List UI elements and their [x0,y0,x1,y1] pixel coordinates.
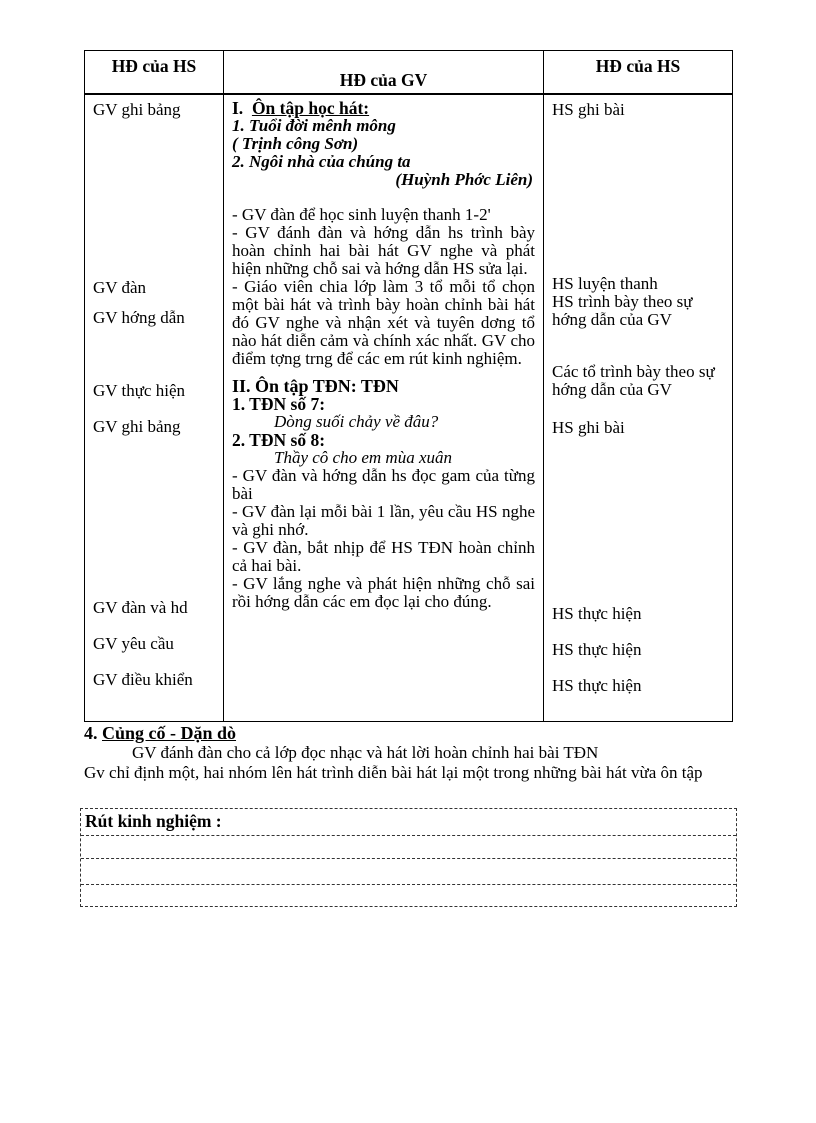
gv-action-item: GV điều khiển [93,670,193,689]
gv-action-item: GV yêu cầu [93,634,174,653]
section4-title: Củng cố - Dặn dò [102,723,237,743]
song1-title: 1. Tuổi đời mênh mông [232,116,396,135]
section2-heading: II. Ôn tập TĐN: TĐN [232,376,399,396]
notes-blank-row [81,885,736,906]
section4-line1: GV đánh đàn cho cả lớp đọc nhạc và hát lời hoàn chỉnh hai bài TĐN [132,743,599,762]
hs-action-item: HS ghi bài [552,100,625,119]
song1-author: ( Trịnh công Sơn) [232,134,359,153]
notes-header-row [81,809,736,836]
tdn7-label: 1. TĐN số 7: [232,394,326,414]
section1-title: Ôn tập học hát: [251,98,370,118]
header-hd-cua-hs-left: HĐ của HS [85,51,224,93]
para-luyen-thanh: - GV đàn để học sinh luyện thanh 1-2' [232,205,491,224]
section4-heading [84,723,742,743]
table-body-row [85,95,732,721]
hs-action-item: HS ghi bài [552,418,625,437]
tdn8-label: 2. TĐN số 8: [232,430,326,450]
header-hd-cua-gv-label: HĐ của GV [339,70,428,90]
notes-label: Rút kinh nghiệm : [85,811,222,831]
gv-action-item: GV ghi bảng [93,417,181,436]
section1-heading [232,99,535,117]
header-hd-cua-hs-right: HĐ của HS [595,56,681,76]
para-dan-lai: - GV đàn lại mỗi bài 1 lần, yêu cầu HS nghe và ghi nhớ. [232,502,535,539]
header-hd-cua-gv [224,51,544,93]
para-doc-gam: - GV đàn và hớng dẫn hs đọc gam của từng bài [232,466,535,503]
section4-line2: Gv chỉ định một, hai nhóm lên hát trình diễn bài hát lại một trong những bài hát vừa ôn tập [84,763,703,782]
gv-action-item: GV hớng dẫn [93,308,185,327]
hs-action-item: HS thực hiện [552,640,642,659]
section1-numeral: I. [232,98,244,118]
gv-actions-cell [85,95,224,721]
gv-action-item: GV ghi bảng [93,100,181,119]
song2-title: 2. Ngôi nhà của chúng ta [232,152,411,171]
activities-table [84,50,733,722]
gv-action-item: GV đàn và hd [93,598,188,617]
para-trinh-bay: - GV đánh đàn và hớng dẫn hs trình bày hoàn chỉnh hai bài hát GV nghe và phát hiện những chỗ sai và hớng dẫn HS sửa lại. [232,223,535,278]
tdn8-song: Thầy cô cho em mùa xuân [274,448,452,467]
hs-actions-cell [544,95,732,721]
para-lang-nghe: - GV lắng nghe và phát hiện những chỗ sai rồi hớng dẫn các em đọc lại cho đúng. [232,574,535,611]
table-header-row [85,51,732,95]
hs-action-item: HS thực hiện [552,676,642,695]
notes-blank-row [81,859,736,885]
gv-content-cell [224,95,544,721]
hs-action-item: HS luyện thanh [552,274,658,293]
hs-action-item: HS trình bày theo sự hớng dẫn của GV [552,292,693,329]
para-bat-nhip: - GV đàn, bắt nhịp để HS TĐN hoàn chỉnh cả hai bài. [232,538,535,575]
section4-cung-co-dan-do [84,723,742,783]
gv-action-item: GV đàn [93,278,147,297]
tdn7-song: Dòng suối chảy về đâu? [274,412,439,431]
section4-numeral: 4. [84,723,98,743]
rut-kinh-nghiem-box [80,808,737,907]
gv-action-item: GV thực hiện [93,381,185,400]
notes-blank-row [81,836,736,859]
para-chia-to: - Giáo viên chia lớp làm 3 tổ mỗi tổ chọn một bài hát và trình bày hoàn chỉnh bài hát đó GV nghe và nhận xét và tuyên dơng tổ nào hát diễn cảm và chính xác nhất. GV cho điểm tợng trng để các em rút kinh nghiệm. [232,277,535,368]
song2-author: (Huỳnh Phớc Liên) [395,170,533,189]
hs-action-item: Các tổ trình bày theo sự hớng dẫn của GV [552,362,715,399]
hs-action-item: HS thực hiện [552,604,642,623]
